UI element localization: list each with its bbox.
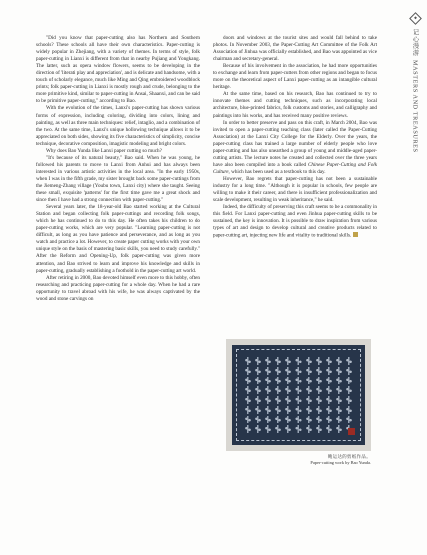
cutout-glyph <box>294 377 302 385</box>
cutout-glyph <box>305 396 313 404</box>
cutout-glyph <box>264 357 272 365</box>
cutout-glyph <box>335 406 343 414</box>
cutout-glyph <box>335 396 343 404</box>
paragraph: After retiring in 2000, Bao devoted himself even more to this hobby, often researching and practicing paper-cutting for a whole day. When he had a rare opportunity to travel abroad with his wife, he was always captivated by the wood and stone carvings on <box>36 274 200 302</box>
cutout-glyph <box>254 425 262 433</box>
paragraph: At the same time, based on his research, Bao has continued to try to innovate themes and cutting techniques, such as incorporating local architecture, blue-printed fabrics, folk customs and stories, and calligraphy and paintings into his works, and has received many positive reviews. <box>213 91 377 119</box>
cutout-glyph <box>305 416 313 424</box>
cutout-glyph <box>244 425 252 433</box>
paragraph-final <box>213 204 377 240</box>
cutout-glyph <box>284 396 292 404</box>
paragraph-final-text: Indeed, the difficulty of preserving this craft seems to be a commonality in this field. For Lanxi paper-cutting and even Jinhua paper-cutting skills to be sustained, the key is innovation. It is possible to draw inspiration from various types of art and design to develop cultural and creative products related to paper-cutting art, injecting new life and vitality to traditional skills. <box>213 204 377 239</box>
cutout-glyph <box>264 386 272 394</box>
cutout-glyph <box>305 377 313 385</box>
cutout-glyph <box>335 367 343 375</box>
calligraphy-cutout-pattern <box>244 357 353 433</box>
cutout-glyph <box>315 386 323 394</box>
cutout-glyph <box>315 357 323 365</box>
cutout-glyph <box>274 357 282 365</box>
cutout-glyph <box>305 386 313 394</box>
cutout-glyph <box>244 357 252 365</box>
cutout-glyph <box>294 386 302 394</box>
cutout-glyph <box>274 396 282 404</box>
paragraph: "It's because of its natural beauty," Bao said. When he was young, he followed his parents to move to Lanxi from Anhui and has always been interested in various artistic activities in the local area. "In the early 1950s, when I was in the fifth grade, my sister brought back some paper-cuttings from the Jiemeng-Zhang village (Youbu town, Lanxi city) where she taught. Seeing these small, exquisite 'patterns' for the first time gave me a great shock and since then I have had a strong connection with paper-cutting." <box>36 154 200 204</box>
cutout-glyph <box>274 416 282 424</box>
cutout-glyph <box>315 377 323 385</box>
cutout-glyph <box>345 406 353 414</box>
book-title: Chinese Paper-Cutting and Folk Culture <box>213 161 377 175</box>
paragraph: Why does Bao Yunda like Lanxi paper cutting so much? <box>46 147 162 154</box>
cutout-glyph <box>294 406 302 414</box>
caption-chinese: 鲍运达的剪纸作品。 <box>327 454 371 459</box>
cutout-glyph <box>335 377 343 385</box>
paragraph: Several years later, the 18-year-old Bao started working at the Cultural Station and began collecting folk paper-cuttings and recording folk songs, which he has continued to do to this day. He often takes his children to do paper-cutting works, which are very popular. "Learning paper-cutting is not difficult, as long as you have patience and perseverance, and as long as you watch and practice a lot. However, to create paper cutting works with your own unique style on the basis of mastering basic skills, you need to study carefully." After the Reform and Opening-Up, folk paper-cutting was given more attention, and Bao strived to learn and improve his knowledge and skills in paper-cutting, gradually establishing a foothold in the paper-cutting art world. <box>36 204 200 274</box>
cutout-glyph <box>305 367 313 375</box>
section-side-label <box>410 14 420 153</box>
cutout-glyph <box>284 357 292 365</box>
cutout-glyph <box>274 377 282 385</box>
cutout-glyph <box>305 357 313 365</box>
cutout-glyph <box>315 367 323 375</box>
paragraph: doors and windows at the tourist sites and would fall behind to take photos. In November 2003, the Paper-Cutting Art Committee of the Folk Art Association of Jinhua was officially established, and Bao was appointed as vice chairman and secretary-general. <box>213 35 377 63</box>
cutout-glyph <box>325 357 333 365</box>
cutout-glyph <box>284 367 292 375</box>
diamond-ornament-icon <box>409 12 422 25</box>
paragraph: With the evolution of the times, Lanxi's paper-cutting has shown various forms of expression, including coloring, dividing into colors, lining and painting, as well as three main techniques: relief, intaglio, and a combination of the two. At the same time, Lanxi's unique hollowing technique allows it to be appreciated on both sides, showing its five characteristics of simplicity, concise technique, decorative composition, imagistic modeling and bright colors. <box>36 105 200 147</box>
cutout-glyph <box>274 386 282 394</box>
cutout-glyph <box>294 416 302 424</box>
cutout-glyph <box>244 416 252 424</box>
red-seal-icon <box>348 428 355 435</box>
cutout-glyph <box>335 386 343 394</box>
cutout-glyph <box>294 367 302 375</box>
paper-cutting-photo-frame <box>226 339 371 451</box>
paragraph: Because of his involvement in the association, he had more opportunities to exchange and learn from paper-cutters from other regions and began to focus more on the theoretical aspect of Lanxi paper-cutting as an intangible cultural heritage. <box>213 63 377 91</box>
cutout-glyph <box>284 406 292 414</box>
cutout-glyph <box>254 357 262 365</box>
cutout-glyph <box>325 377 333 385</box>
caption-english: Paper-cutting work by Bao Yunda. <box>310 459 371 465</box>
cutout-glyph <box>345 386 353 394</box>
cutout-glyph <box>264 377 272 385</box>
cutout-glyph <box>274 425 282 433</box>
cutout-glyph <box>345 367 353 375</box>
cutout-glyph <box>335 425 343 433</box>
cutout-glyph <box>315 425 323 433</box>
cutout-glyph <box>264 406 272 414</box>
end-of-article-icon <box>353 232 358 237</box>
cutout-glyph <box>264 396 272 404</box>
paper-cutting-artwork-image <box>232 345 365 445</box>
cutout-glyph <box>335 416 343 424</box>
cutout-glyph <box>325 416 333 424</box>
cutout-glyph <box>284 425 292 433</box>
cutout-glyph <box>315 406 323 414</box>
cutout-glyph <box>335 357 343 365</box>
cutout-glyph <box>345 357 353 365</box>
cutout-glyph <box>244 386 252 394</box>
cutout-glyph <box>264 425 272 433</box>
cutout-glyph <box>264 367 272 375</box>
cutout-glyph <box>254 406 262 414</box>
cutout-glyph <box>325 386 333 394</box>
cutout-glyph <box>325 367 333 375</box>
cutout-glyph <box>244 367 252 375</box>
cutout-glyph <box>305 425 313 433</box>
cutout-glyph <box>345 416 353 424</box>
cutout-glyph <box>325 406 333 414</box>
cutout-glyph <box>244 396 252 404</box>
cutout-glyph <box>294 357 302 365</box>
cutout-glyph <box>284 416 292 424</box>
cutout-glyph <box>284 377 292 385</box>
cutout-glyph <box>284 386 292 394</box>
cutout-glyph <box>315 396 323 404</box>
side-label-english: MASTERS AND TREASURES <box>411 60 419 153</box>
cutout-glyph <box>254 367 262 375</box>
paragraph: "Did you know that paper-cutting also has Northern and Southern schools? These schools all have their own characteristics. Paper-cutting is widely popular in Zhejiang, with a variety of themes. In terms of style, folk paper-cutting in Lianxi is different from that in nearby Pujiang and Yongkang. The latter, such as opera window flowers, seems to be developing in the direction of 'literati play and appreciation', and is delicate and handsome, with a touch of scholarly elegance, much like Ming and Qing embroidered woodblock prints; folk paper-cutting in Lianxi is mostly rough and crude, belonging to the more primitive kind, similar to paper-cutting in Ansai, Shaanxi, and can be said to be primitive paper-cutting," according to Bao. <box>36 35 201 105</box>
cutout-glyph <box>345 377 353 385</box>
right-column <box>213 35 377 240</box>
cutout-glyph <box>305 406 313 414</box>
cutout-glyph <box>244 377 252 385</box>
cutout-glyph <box>274 367 282 375</box>
paragraph-with-book-title: In order to better preserve and pass on this craft, in March 2004, Bao was invited to open a paper-cutting teaching class (later called the Paper-Cutting Association) at the Lanxi City College for the Elderly. Over the years, the paper-cutting class has trained a large number of elderly people who love paper-cutting and has also unearthed a group of young and middle-aged paper-cutting artists. The lecture notes he created and collected over the three years have also been compiled into a book called Chinese Paper-Cutting and Folk Culture, which has been used as a textbook to this day. <box>213 119 377 175</box>
cutout-glyph <box>325 425 333 433</box>
cutout-glyph <box>345 396 353 404</box>
cutout-glyph <box>254 416 262 424</box>
cutout-glyph <box>244 406 252 414</box>
cutout-glyph <box>274 406 282 414</box>
photo-caption <box>226 454 371 465</box>
cutout-glyph <box>325 396 333 404</box>
cutout-glyph <box>294 425 302 433</box>
cutout-glyph <box>264 416 272 424</box>
cutout-glyph <box>294 396 302 404</box>
side-label-chinese: 记心漫游 <box>411 29 419 57</box>
cutout-glyph <box>254 386 262 394</box>
left-column <box>36 35 200 303</box>
cutout-glyph <box>254 396 262 404</box>
cutout-glyph <box>254 377 262 385</box>
paragraph: However, Bao regrets that paper-cutting has not been a sustainable industry for a long time. "Although it is popular in schools, few people are willing to make it their career, and there is insufficient professionalization and scale development, resulting in weak inheritance," he said. <box>213 175 377 204</box>
cutout-glyph <box>315 416 323 424</box>
